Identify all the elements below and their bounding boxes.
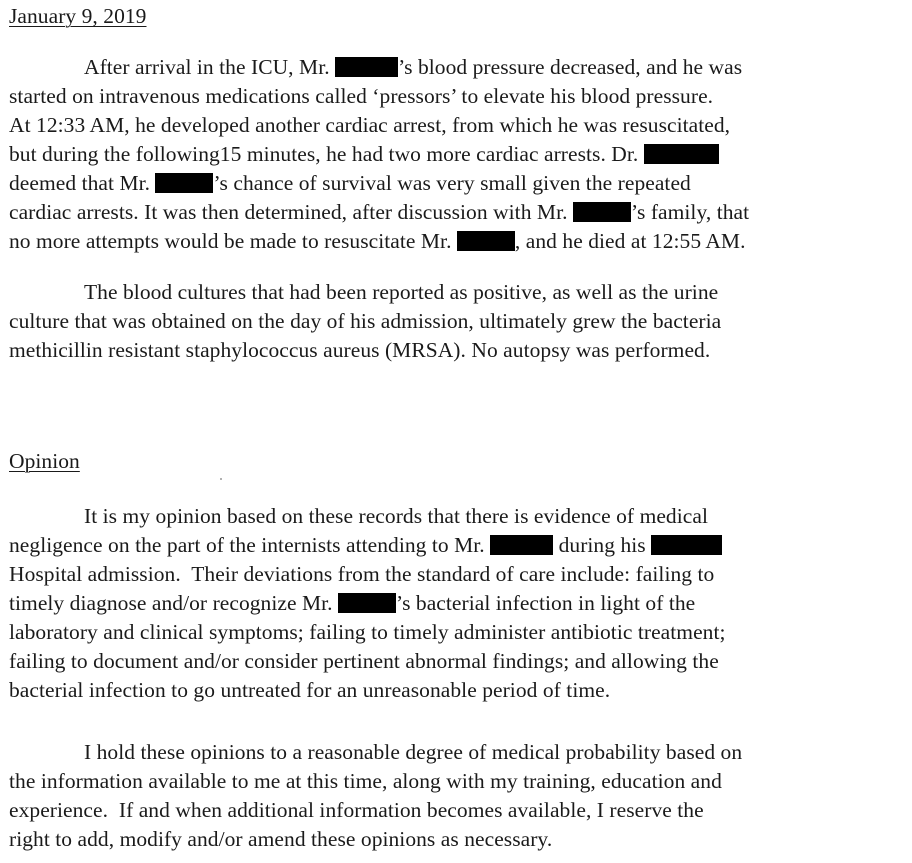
p3-line-2: negligence on the part of the internists attending to Mr. during his bbox=[9, 531, 722, 560]
opinion-heading: Opinion bbox=[9, 449, 80, 473]
document-date: January 9, 2019 bbox=[9, 4, 147, 28]
redaction-box bbox=[338, 593, 396, 613]
p4-line-1: I hold these opinions to a reasonable degree of medical probability based on bbox=[84, 740, 743, 764]
p1-line-5: deemed that Mr. ’s chance of survival was very small given the repeated bbox=[9, 171, 691, 195]
scan-speck bbox=[220, 478, 222, 480]
p4-line-4: right to add, modify and/or amend these opinions as necessary. bbox=[9, 827, 553, 851]
p4-line-3: experience. If and when additional information becomes available, I reserve the bbox=[9, 798, 704, 822]
redaction-box bbox=[335, 57, 398, 77]
p1-line-4: but during the following15 minutes, he had two more cardiac arrests. Dr. bbox=[9, 140, 719, 169]
redaction-box bbox=[457, 231, 515, 251]
p3-line-7: bacterial infection to go untreated for an unreasonable period of time. bbox=[9, 678, 611, 702]
redaction-box bbox=[573, 202, 631, 222]
p2-line-3: methicillin resistant staphylococcus aureus (MRSA). No autopsy was performed. bbox=[9, 338, 711, 362]
p1-line-3: At 12:33 AM, he developed another cardiac arrest, from which he was resuscitated, bbox=[9, 113, 731, 137]
p3-line-1: It is my opinion based on these records that there is evidence of medical bbox=[84, 504, 708, 528]
p3-line-6: failing to document and/or consider pertinent abnormal findings; and allowing the bbox=[9, 649, 719, 673]
p1-line-1: After arrival in the ICU, Mr. ’s blood pressure decreased, and he was bbox=[84, 55, 743, 79]
p2-line-1: The blood cultures that had been reported as positive, as well as the urine bbox=[84, 280, 719, 304]
redaction-box bbox=[644, 144, 719, 164]
p4-line-2: the information available to me at this time, along with my training, education and bbox=[9, 769, 722, 793]
p1-line-6: cardiac arrests. It was then determined, after discussion with Mr. ’s family, that bbox=[9, 200, 750, 224]
redaction-box bbox=[490, 535, 553, 555]
p3-line-5: laboratory and clinical symptoms; failing to timely administer antibiotic treatment; bbox=[9, 620, 726, 644]
redaction-box bbox=[651, 535, 722, 555]
redaction-box bbox=[155, 173, 213, 193]
p3-line-3: Hospital admission. Their deviations from the standard of care include: failing to bbox=[9, 562, 715, 586]
p1-line-2: started on intravenous medications called ‘pressors’ to elevate his blood pressure. bbox=[9, 84, 714, 108]
p1-line-7: no more attempts would be made to resuscitate Mr. , and he died at 12:55 AM. bbox=[9, 229, 746, 253]
p3-line-4: timely diagnose and/or recognize Mr. ’s bacterial infection in light of the bbox=[9, 591, 696, 615]
p2-line-2: culture that was obtained on the day of his admission, ultimately grew the bacteria bbox=[9, 309, 722, 333]
